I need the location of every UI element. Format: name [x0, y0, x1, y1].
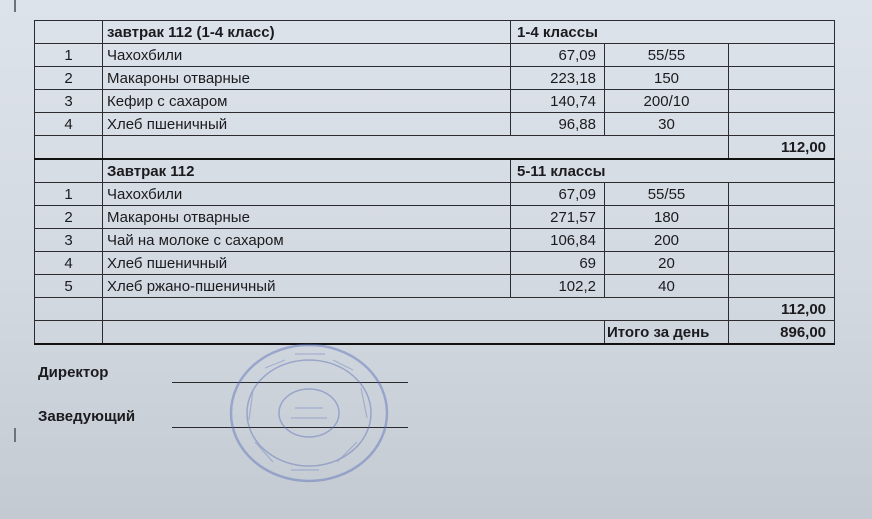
- empty-cell: [729, 90, 835, 113]
- table-row: [35, 113, 835, 136]
- table-row: [35, 183, 835, 206]
- table-row: [35, 90, 835, 113]
- dish-price: 96,88: [511, 113, 605, 136]
- table-row: [35, 67, 835, 90]
- empty-cell: [35, 298, 103, 321]
- group1-title: завтрак 112 (1-4 класс): [103, 21, 511, 44]
- group2-title: Завтрак 112: [103, 159, 511, 183]
- group1-total-row: [35, 136, 835, 160]
- dish-name: Хлеб пшеничный: [103, 252, 511, 275]
- dish-weight: 20: [605, 252, 729, 275]
- row-number: 1: [35, 44, 103, 67]
- empty-cell: [729, 183, 835, 206]
- table-row: [35, 229, 835, 252]
- empty-cell: [729, 44, 835, 67]
- empty-cell: [729, 229, 835, 252]
- dish-name: Хлеб пшеничный: [103, 113, 511, 136]
- row-number: 2: [35, 206, 103, 229]
- group1-total: 112,00: [729, 136, 835, 160]
- empty-cell: [35, 136, 103, 160]
- day-total-row: [35, 321, 835, 345]
- day-total-value: 896,00: [729, 321, 835, 345]
- dish-name: Чай на молоке с сахаром: [103, 229, 511, 252]
- dish-price: 102,2: [511, 275, 605, 298]
- row-number: 2: [35, 67, 103, 90]
- table-row: [35, 206, 835, 229]
- menu-table: [34, 20, 835, 345]
- dish-price: 271,57: [511, 206, 605, 229]
- dish-price: 140,74: [511, 90, 605, 113]
- row-number: 1: [35, 183, 103, 206]
- paper-edge-mark: [14, 0, 16, 12]
- table-row: [35, 275, 835, 298]
- empty-cell: [35, 159, 103, 183]
- day-total-label: Итого за день: [605, 321, 729, 345]
- dish-name: Чахохбили: [103, 183, 511, 206]
- empty-cell: [35, 321, 103, 345]
- empty-cell: [103, 136, 729, 160]
- group2-total-row: [35, 298, 835, 321]
- empty-cell: [103, 298, 729, 321]
- dish-weight: 55/55: [605, 44, 729, 67]
- dish-name: Чахохбили: [103, 44, 511, 67]
- empty-cell: [729, 252, 835, 275]
- dish-price: 106,84: [511, 229, 605, 252]
- dish-weight: 200/10: [605, 90, 729, 113]
- row-number: 3: [35, 90, 103, 113]
- official-stamp-seal: [225, 338, 393, 488]
- empty-cell: [35, 21, 103, 44]
- table-row: [35, 252, 835, 275]
- dish-name: Хлеб ржано-пшеничный: [103, 275, 511, 298]
- dish-price: 69: [511, 252, 605, 275]
- row-number: 4: [35, 113, 103, 136]
- group1-class-label: 1-4 классы: [511, 21, 835, 44]
- dish-weight: 40: [605, 275, 729, 298]
- group1-header-row: [35, 21, 835, 44]
- group2-class-label: 5-11 классы: [511, 159, 835, 183]
- paper-edge-mark: [14, 428, 16, 442]
- dish-price: 67,09: [511, 44, 605, 67]
- group2-header-row: [35, 159, 835, 183]
- director-label: Директор: [38, 364, 109, 381]
- dish-name: Кефир с сахаром: [103, 90, 511, 113]
- dish-weight: 30: [605, 113, 729, 136]
- dish-name: Макароны отварные: [103, 206, 511, 229]
- dish-weight: 200: [605, 229, 729, 252]
- dish-weight: 55/55: [605, 183, 729, 206]
- dish-weight: 180: [605, 206, 729, 229]
- group2-total: 112,00: [729, 298, 835, 321]
- empty-cell: [729, 67, 835, 90]
- dish-price: 67,09: [511, 183, 605, 206]
- dish-name: Макароны отварные: [103, 67, 511, 90]
- empty-cell: [729, 113, 835, 136]
- dish-weight: 150: [605, 67, 729, 90]
- row-number: 5: [35, 275, 103, 298]
- empty-cell: [729, 275, 835, 298]
- manager-label: Заведующий: [38, 408, 136, 425]
- empty-cell: [729, 206, 835, 229]
- table-row: [35, 44, 835, 67]
- dish-price: 223,18: [511, 67, 605, 90]
- row-number: 3: [35, 229, 103, 252]
- row-number: 4: [35, 252, 103, 275]
